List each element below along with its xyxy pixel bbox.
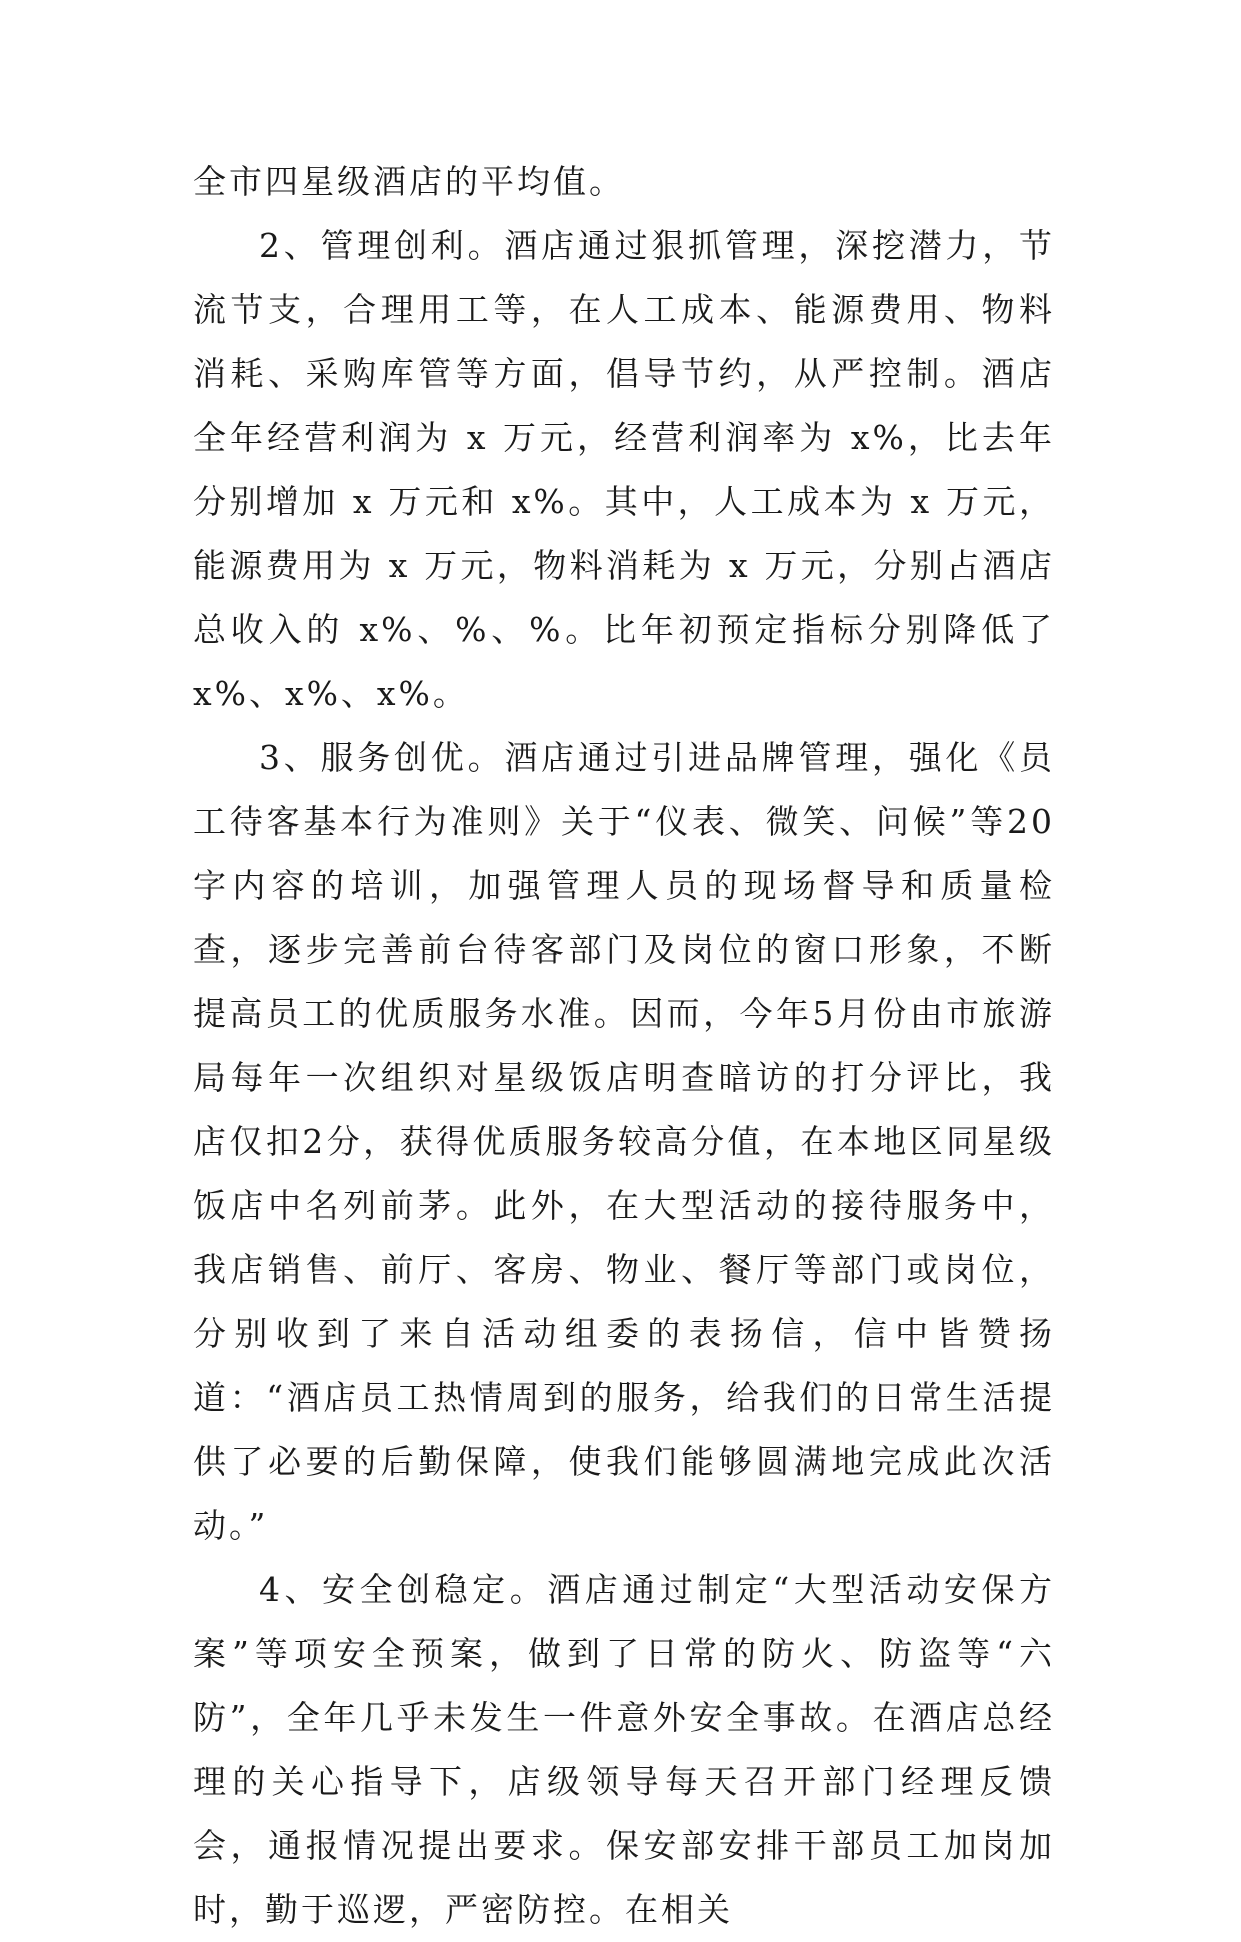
paragraph-service-excellence: 3、服务创优。酒店通过引进品牌管理，强化《员工待客基本行为准则》关于“仪表、微笑、问候”等20字内容的培训，加强管理人员的现场督导和质量检查，逐步完善前台待客部门及岗位的窗口形象，不断提高员工的优质服务水准。因而，今年5月份由市旅游局每年一次组织对星级饭店明查暗访的打分评比，我店仅扣2分，获得优质服务较高分值，在本地区同星级饭店中名列前茅。此外，在大型活动的接待服务中，我店销售、前厅、客房、物业、餐厅等部门或岗位，分别收到了来自活动组委的表扬信，信中皆赞扬道：“酒店员工热情周到的服务，给我们的日常生活提供了必要的后勤保障，使我们能够圆满地完成此次活动。” — [193, 738, 1055, 1545]
paragraph-safety-stability: 4、安全创稳定。酒店通过制定“大型活动安保方案”等项安全预案，做到了日常的防火、防盗等“六防”，全年几乎未发生一件意外安全事故。在酒店总经理的关心指导下，店级领导每天召开部门经理反馈会，通报情况提出要求。保安部安排干部员工加岗加时，勤于巡逻，严密防控。在相关 — [193, 1570, 1055, 1929]
paragraph-management-profit: 2、管理创利。酒店通过狠抓管理，深挖潜力，节流节支，合理用工等，在人工成本、能源费用、物料消耗、采购库管等方面，倡导节约，从严控制。酒店全年经营利润为 x 万元，经营利润率为 x%，比去年分别增加 x 万元和 x%。其中，人工成本为 x 万元，能源费用为 x 万元，物料消耗为 x 万元，分别占酒店总收入的 x%、%、%。比年初预定指标分别降低了 x%、x%、x%。 — [193, 226, 1055, 713]
paragraph-continuation: 全市四星级酒店的平均值。 — [193, 162, 625, 201]
document-body — [193, 150, 1055, 1942]
